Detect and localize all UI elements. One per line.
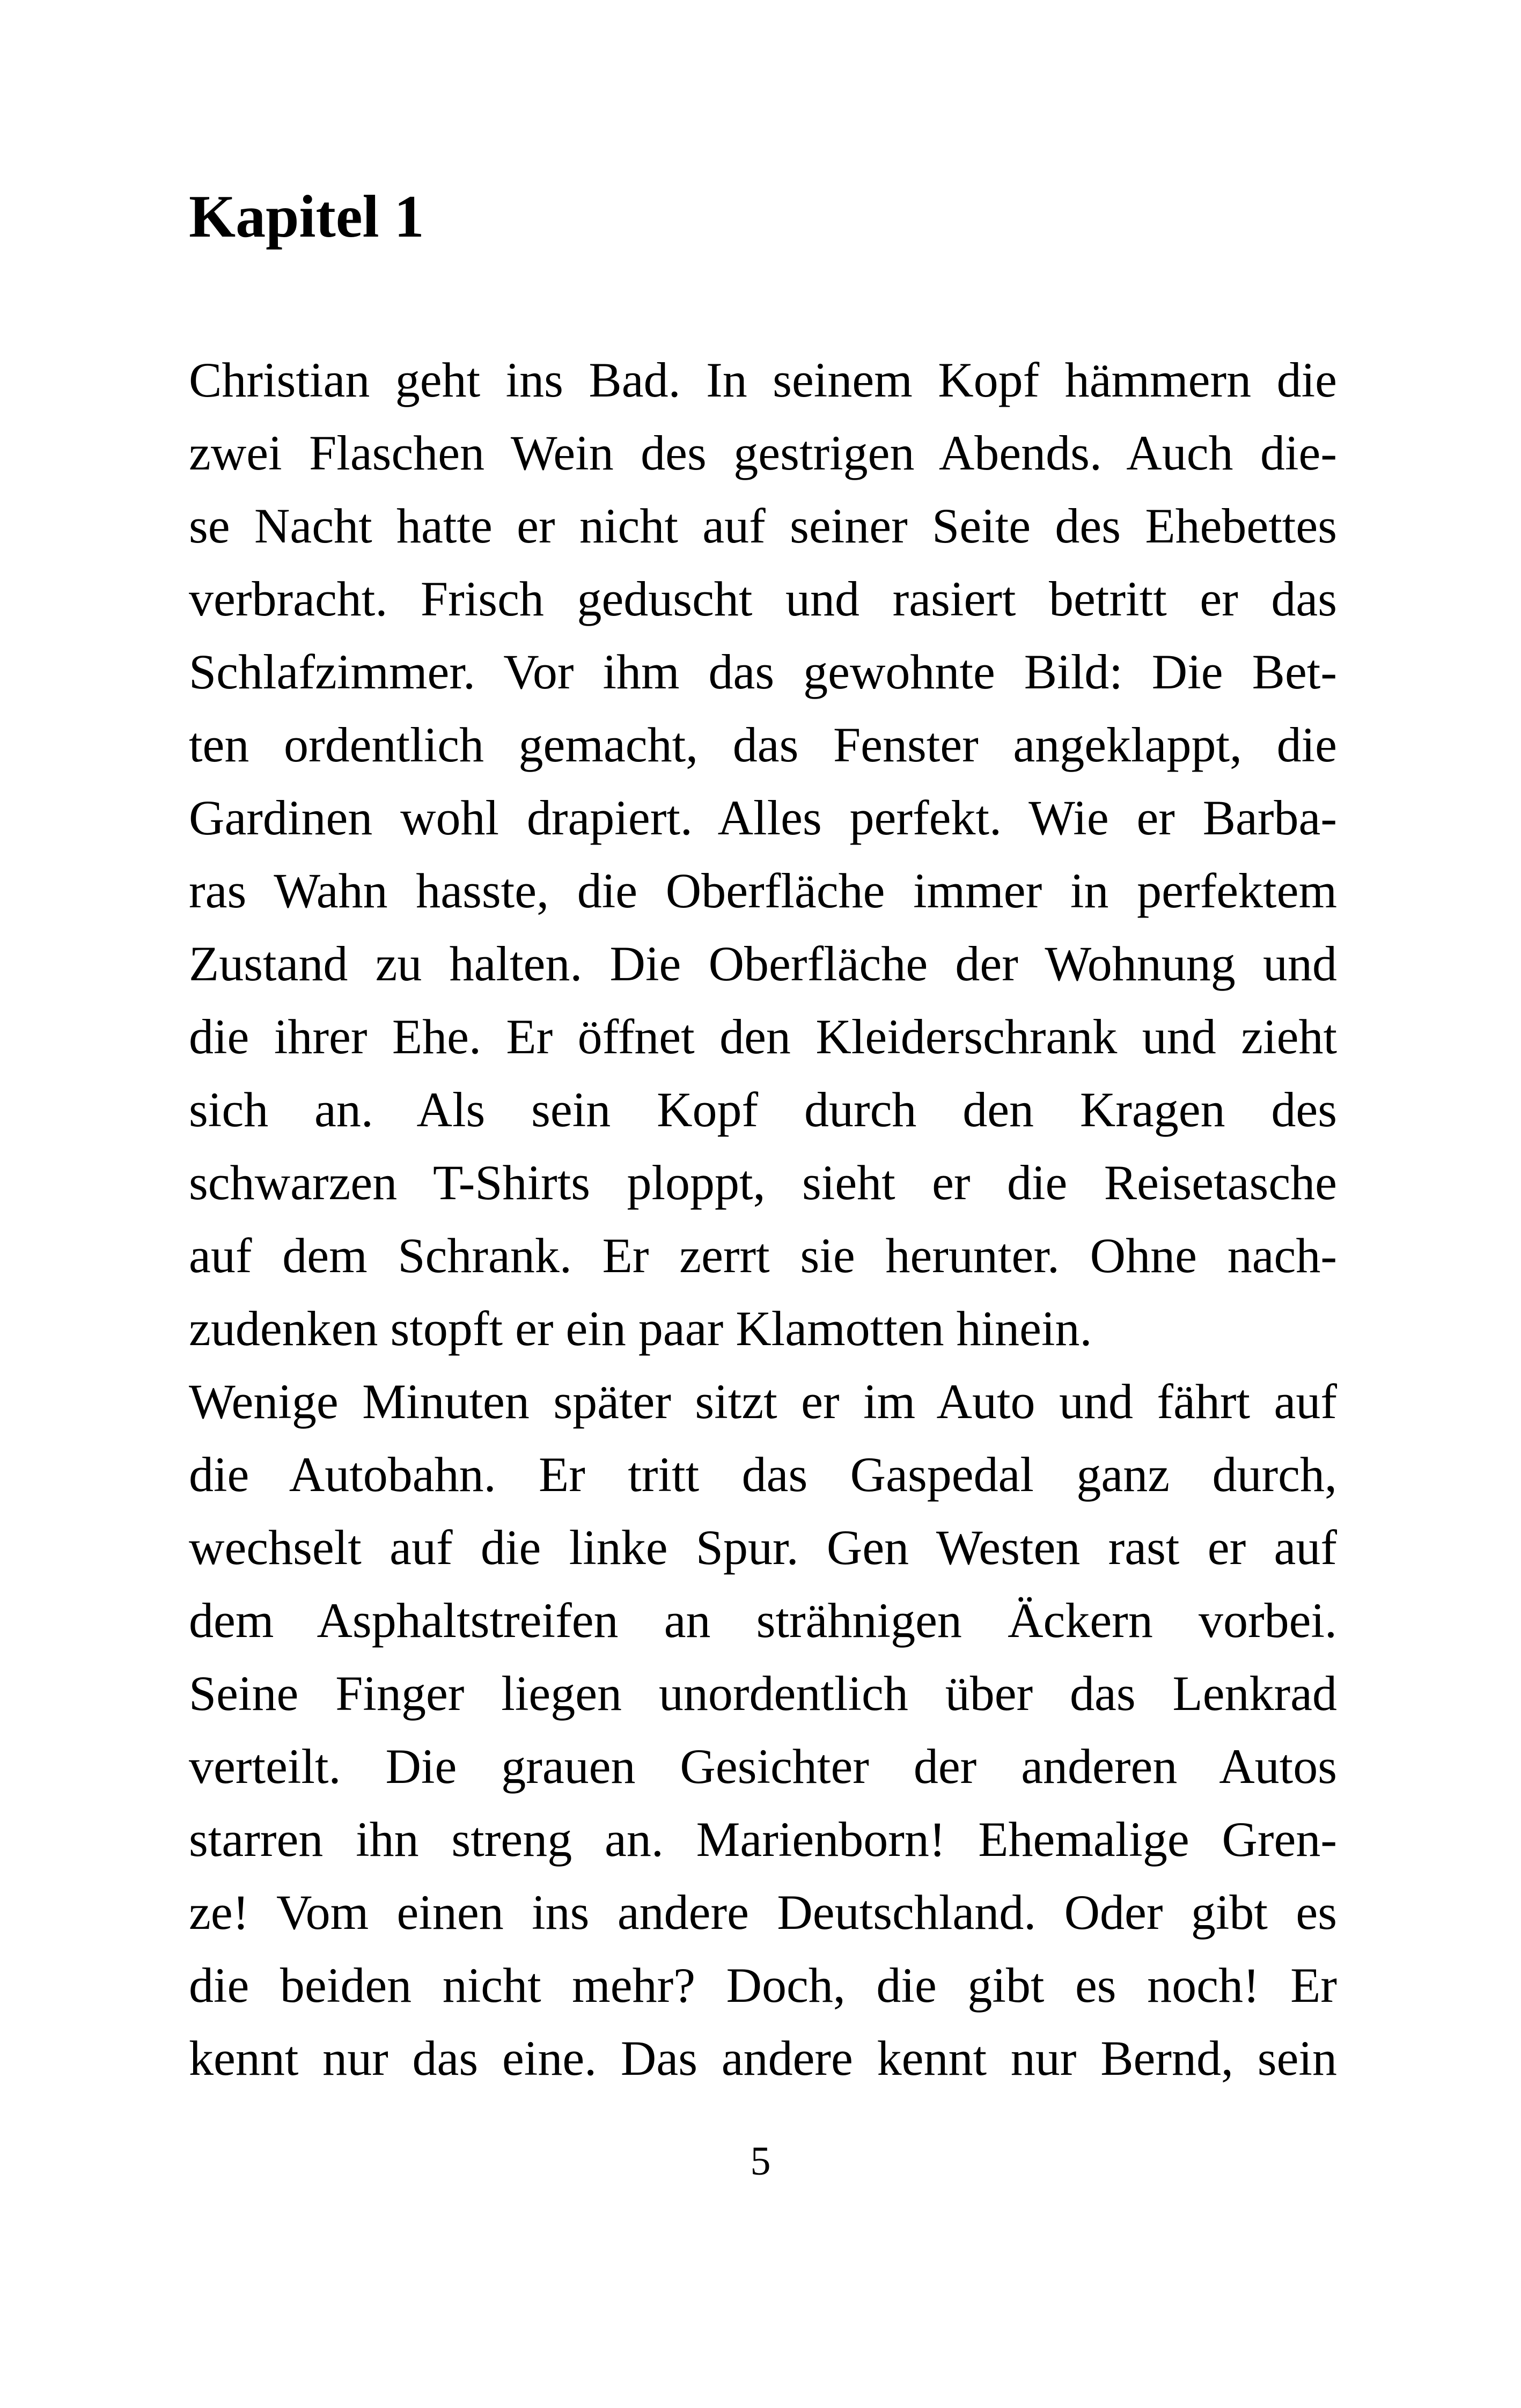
text-line: dem Asphaltstreifen an strähnigen Äckern vorbei. xyxy=(189,1593,1337,1648)
text-line: Christian geht ins Bad. In seinem Kopf hämmern die xyxy=(189,353,1337,407)
text-line: ten ordentlich gemacht, das Fenster angeklappt, die xyxy=(189,717,1337,772)
chapter-title: Kapitel 1 xyxy=(189,183,424,250)
page-number: 5 xyxy=(750,2139,771,2184)
text-line: auf dem Schrank. Er zerrt sie herunter. Ohne nach- xyxy=(189,1228,1337,1283)
text-line: zwei Flaschen Wein des gestrigen Abends. Auch die- xyxy=(189,425,1337,480)
text-line: kennt nur das eine. Das andere kennt nur Bernd, sein xyxy=(189,2031,1337,2086)
text-line: ze! Vom einen ins andere Deutschland. Oder gibt es xyxy=(189,1885,1337,1940)
text-line: Wenige Minuten später sitzt er im Auto und fährt auf xyxy=(189,1374,1337,1429)
text-line-paragraph-end: zudenken stopft er ein paar Klamotten hinein. xyxy=(189,1301,1092,1356)
text-line: Gardinen wohl drapiert. Alles perfekt. Wie er Barba- xyxy=(189,790,1337,845)
text-line: ras Wahn hasste, die Oberfläche immer in perfektem xyxy=(189,863,1337,918)
text-line: die ihrer Ehe. Er öffnet den Kleiderschrank und zieht xyxy=(189,1009,1337,1064)
text-line: sich an. Als sein Kopf durch den Kragen des xyxy=(189,1082,1337,1137)
text-line: die Autobahn. Er tritt das Gaspedal ganz durch, xyxy=(189,1447,1337,1502)
text-line: wechselt auf die linke Spur. Gen Westen rast er auf xyxy=(189,1520,1337,1575)
text-line: verbracht. Frisch geduscht und rasiert betritt er das xyxy=(189,571,1337,626)
chapter-body-text xyxy=(189,343,1337,2095)
text-line: se Nacht hatte er nicht auf seiner Seite des Ehebettes xyxy=(189,498,1337,553)
text-line: Seine Finger liegen unordentlich über das Lenkrad xyxy=(189,1666,1337,1721)
text-line: schwarzen T-Shirts ploppt, sieht er die Reisetasche xyxy=(189,1155,1337,1210)
text-line: die beiden nicht mehr? Doch, die gibt es noch! Er xyxy=(189,1958,1337,2013)
text-line: starren ihn streng an. Marienborn! Ehemalige Gren- xyxy=(189,1812,1337,1867)
text-line: verteilt. Die grauen Gesichter der anderen Autos xyxy=(189,1739,1337,1794)
text-line: Zustand zu halten. Die Oberfläche der Wohnung und xyxy=(189,936,1337,991)
text-line: Schlafzimmer. Vor ihm das gewohnte Bild: Die Bet- xyxy=(189,644,1337,699)
